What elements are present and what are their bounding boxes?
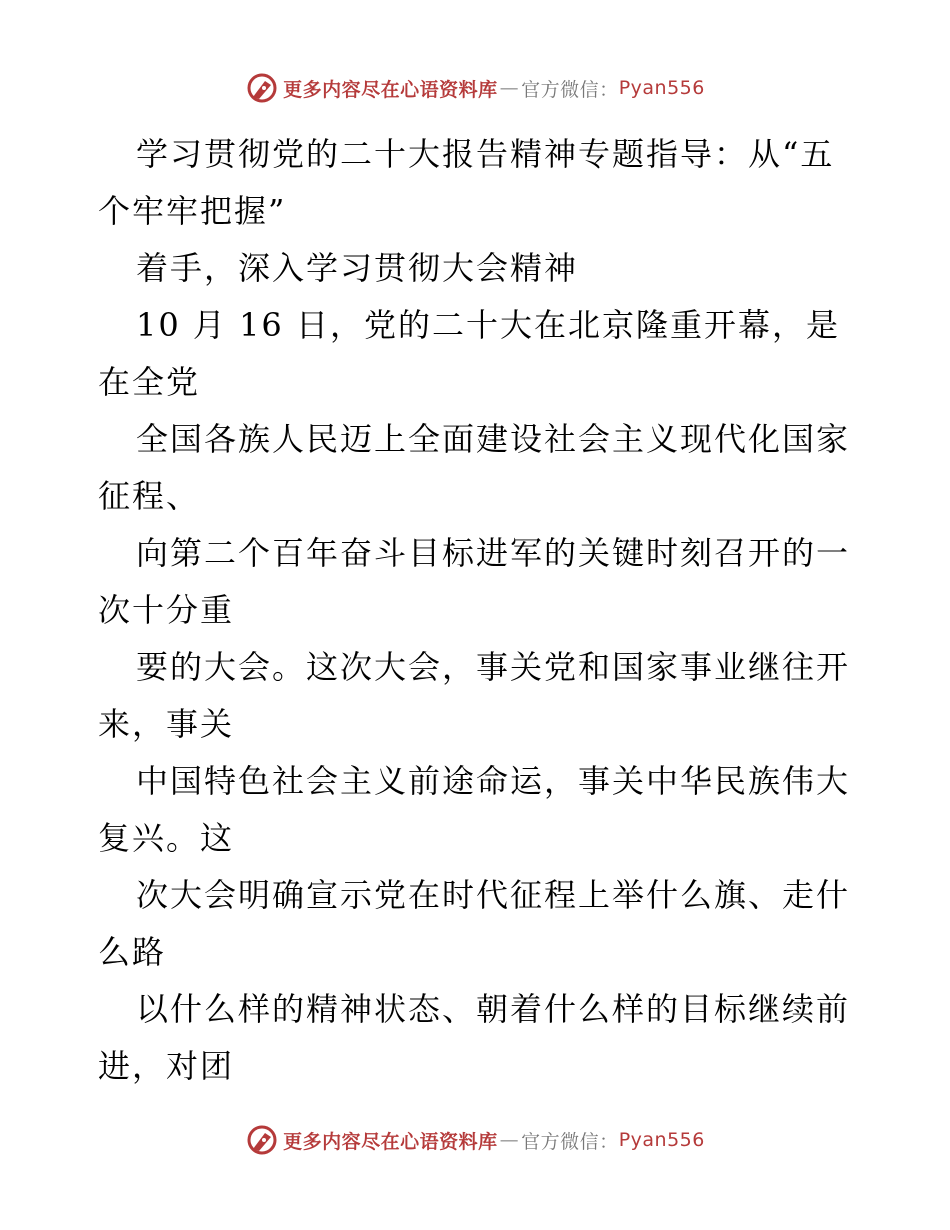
watermark-wechat-id: Pyan556: [618, 77, 705, 99]
watermark-separator: —: [499, 77, 520, 99]
watermark-wechat-id: Pyan556: [618, 1129, 705, 1151]
header-watermark: [0, 68, 950, 108]
footer-watermark: [0, 1120, 950, 1160]
paragraph-3: 10 月 16 日，党的二十大在北京隆重开幕，是在全党: [98, 306, 840, 401]
paragraph-5: 向第二个百年奋斗目标进军的关键时刻召开的一次十分重: [98, 534, 851, 629]
document-body: [98, 126, 858, 1095]
paragraph-7: 中国特色社会主义前途命运，事关中华民族伟大复兴。这: [98, 762, 851, 857]
watermark-brand: 更多内容尽在心语资料库: [283, 78, 498, 101]
watermark-wechat-label: 官方微信：: [521, 1130, 619, 1153]
watermark-separator: —: [499, 1129, 520, 1151]
paragraph-9: 以什么样的精神状态、朝着什么样的目标继续前进，对团: [98, 990, 851, 1085]
pen-nib-logo-icon: [245, 1123, 279, 1157]
paragraph-4: 全国各族人民迈上全面建设社会主义现代化国家征程、: [98, 420, 851, 515]
watermark-brand: 更多内容尽在心语资料库: [283, 1130, 498, 1153]
paragraph-2: 着手，深入学习贯彻大会精神: [136, 249, 579, 287]
watermark-wechat-label: 官方微信：: [521, 78, 619, 101]
pen-nib-logo-icon: [245, 71, 279, 105]
paragraph-1: 学习贯彻党的二十大报告精神专题指导：从“五个牢牢把握”: [98, 135, 835, 230]
paragraph-6: 要的大会。这次大会，事关党和国家事业继往开来，事关: [98, 648, 851, 743]
paragraph-8: 次大会明确宣示党在时代征程上举什么旗、走什么路: [98, 876, 851, 971]
